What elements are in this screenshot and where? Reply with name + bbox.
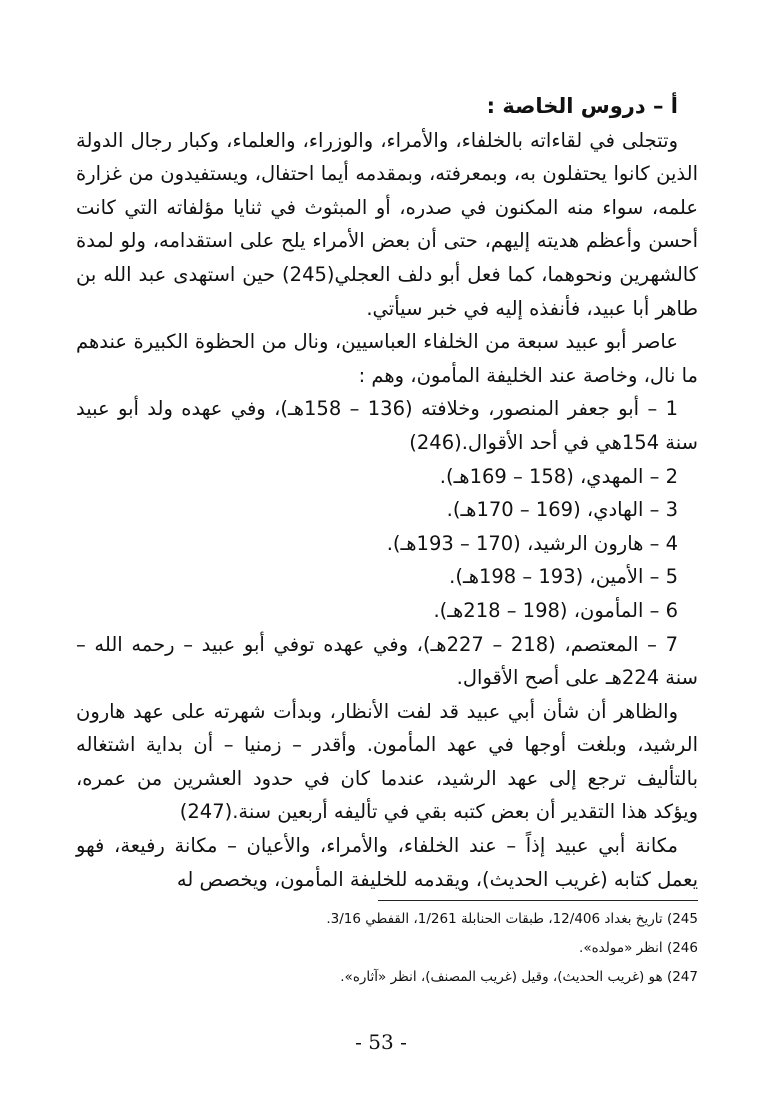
paragraph-caliphs-intro: عاصر أبو عبيد سبعة من الخلفاء العباسيين، ونال من الحظوة الكبيرة عندهم ما نال، وخاصة عند الخليفة المأمون، وهم : xyxy=(76,330,698,387)
caliph-item-7: 7 – المعتصم، (218 – 227هـ)، وفي عهده توفي أبو عبيد – رحمه الله – سنة 224هـ على أصح الأقوال. xyxy=(76,632,698,690)
footnote-divider xyxy=(378,900,698,901)
caliph-item-4: 4 – هارون الرشيد، (170 – 193هـ). xyxy=(386,531,678,555)
footnote-245: 245) تاريخ بغداد 12/406، طبقات الحنابلة 1/261، القفطي 3/16. xyxy=(326,911,698,927)
paragraph-fame: والظاهر أن شأن أبي عبيد قد لفت الأنظار، وبدأت شهرته على عهد هارون الرشيد، وبلغت أوجها في عهد المأمون. وأقدر – زمنيا – أن بداية اشتغاله بالتأليف ترجع إلى عهد الرشيد، عندما كان في حدود العشرين من عمره، ويؤكد هذا التقدير أن بعض كتبه بقي في تأليفه أربعين سنة.(247) xyxy=(76,699,698,824)
caliph-item-3: 3 – الهادي، (169 – 170هـ). xyxy=(446,498,678,522)
section-heading: أ – دروس الخاصة : xyxy=(486,94,678,118)
paragraph-audiences: وتتجلى في لقاءاته بالخلفاء، والأمراء، والوزراء، والعلماء، وكبار رجال الدولة الذين كانوا يحتفلون به، وبمعرفته، وبمقدمه أيما احتفال، ويستفيدون من غزارة علمه، سواء منه المكنون في صدره، أو المبثوث في ثنايا مؤلفاته التي كانت أحسن وأعظم هديته إليهم، حتى أن بعض الأمراء يلح على استقدامه، ولو لمدة كالشهرين ونحوهما، كما فعل أبو دلف العجلي(245) حين استهدى عبد الله بن طاهر أبا عبيد، فأنفذه إليه في خبر سيأتي. xyxy=(76,128,698,320)
caliph-item-1: 1 – أبو جعفر المنصور، وخلافته (136 – 158هـ)، وفي عهده ولد أبو عبيد سنة 154هي في أحد الأقوال.(246) xyxy=(76,397,698,454)
footnotes xyxy=(78,905,698,992)
caliph-item-6: 6 – المأمون، (198 – 218هـ). xyxy=(433,598,678,622)
paragraph-status: مكانة أبي عبيد إذاً – عند الخلفاء، والأمراء، والأعيان – مكانة رفيعة، فهو يعمل كتابه (غريب الحديث)، ويقدمه للخليفة المأمون، ويخصص له xyxy=(76,834,698,891)
caliph-item-5: 5 – الأمين، (193 – 198هـ). xyxy=(449,565,678,589)
footnote-246: 246) انظر «مولده». xyxy=(579,940,698,956)
footnote-247: 247) هو (غريب الحديث)، وقيل (غريب المصنف)، انظر «آثاره». xyxy=(340,969,698,985)
caliph-item-2: 2 – المهدي، (158 – 169هـ). xyxy=(439,464,678,488)
main-text xyxy=(76,90,698,896)
page-number: - 53 - xyxy=(355,1030,407,1054)
